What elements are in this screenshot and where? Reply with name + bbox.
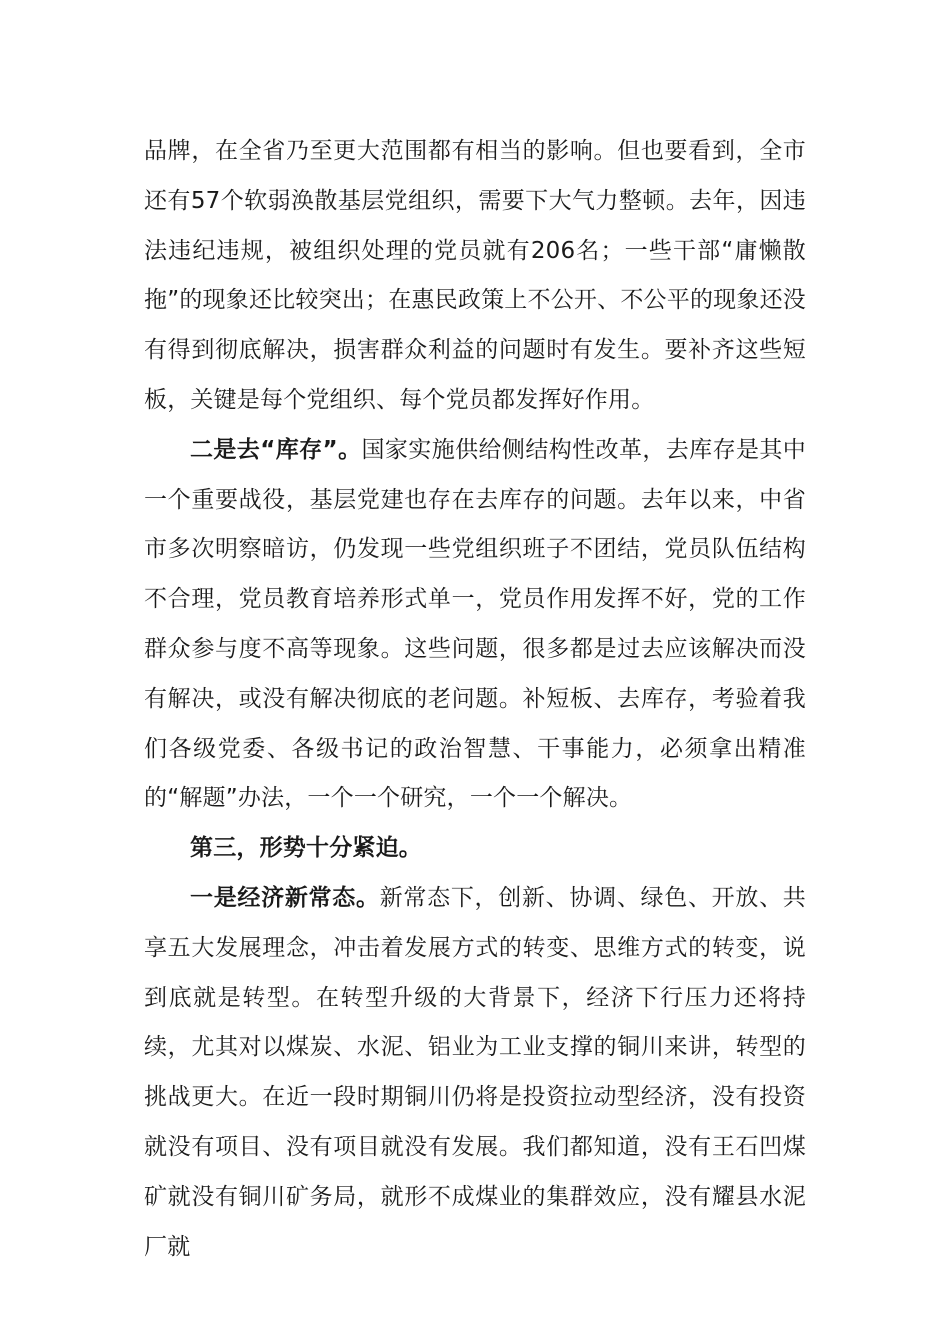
section-heading-text: 第三，形势十分紧迫。 <box>190 835 422 862</box>
paragraph-lead: 二是去“库存”。 <box>190 436 362 463</box>
paragraph-text: 新常态下，创新、协调、绿色、开放、共享五大发展理念，冲击着发展方式的转变、思维方式的转变，说到底就是转型。在转型升级的大背景下，经济下行压力还将持续，尤其对以煤炭、水泥、铝业为工业支撑的铜川来讲，转型的挑战更大。在近一段时期铜川仍将是投资拉动型经济，没有投资就没有项目、没有项目就没有发展。我们都知道，没有王石凹煤矿就没有铜川矿务局，就形不成煤业的集群效应，没有耀县水泥厂就 <box>144 884 806 1260</box>
paragraph-lead: 一是经济新常态。 <box>190 884 380 911</box>
paragraph-brand-shortcomings <box>144 127 806 426</box>
paragraph-text: 国家实施供给侧结构性改革，去库存是其中一个重要战役，基层党建也存在去库存的问题。去年以来，中省市多次明察暗访，仍发现一些党组织班子不团结，党员队伍结构不合理，党员教育培养形式单一，党员作用发挥不好，党的工作群众参与度不高等现象。这些问题，很多都是过去应该解决而没有解决，或没有解决彻底的老问题。补短板、去库存，考验着我们各级党委、各级书记的政治智慧、干事能力，必须拿出精准的“解题”办法，一个一个研究，一个一个解决。 <box>144 436 806 812</box>
paragraph-reduce-inventory <box>144 426 806 824</box>
section-heading-third <box>144 824 806 874</box>
document-body <box>144 127 806 1272</box>
paragraph-text: 品牌，在全省乃至更大范围都有相当的影响。但也要看到，全市还有57个软弱涣散基层党组织，需要下大气力整顿。去年，因违法违纪违规，被组织处理的党员就有206名；一些干部“庸懒散拖”的现象还比较突出；在惠民政策上不公开、不公平的现象还没有得到彻底解决，损害群众利益的问题时有发生。要补齐这些短板，关键是每个党组织、每个党员都发挥好作用。 <box>144 138 806 413</box>
paragraph-economic-new-normal <box>144 874 806 1272</box>
